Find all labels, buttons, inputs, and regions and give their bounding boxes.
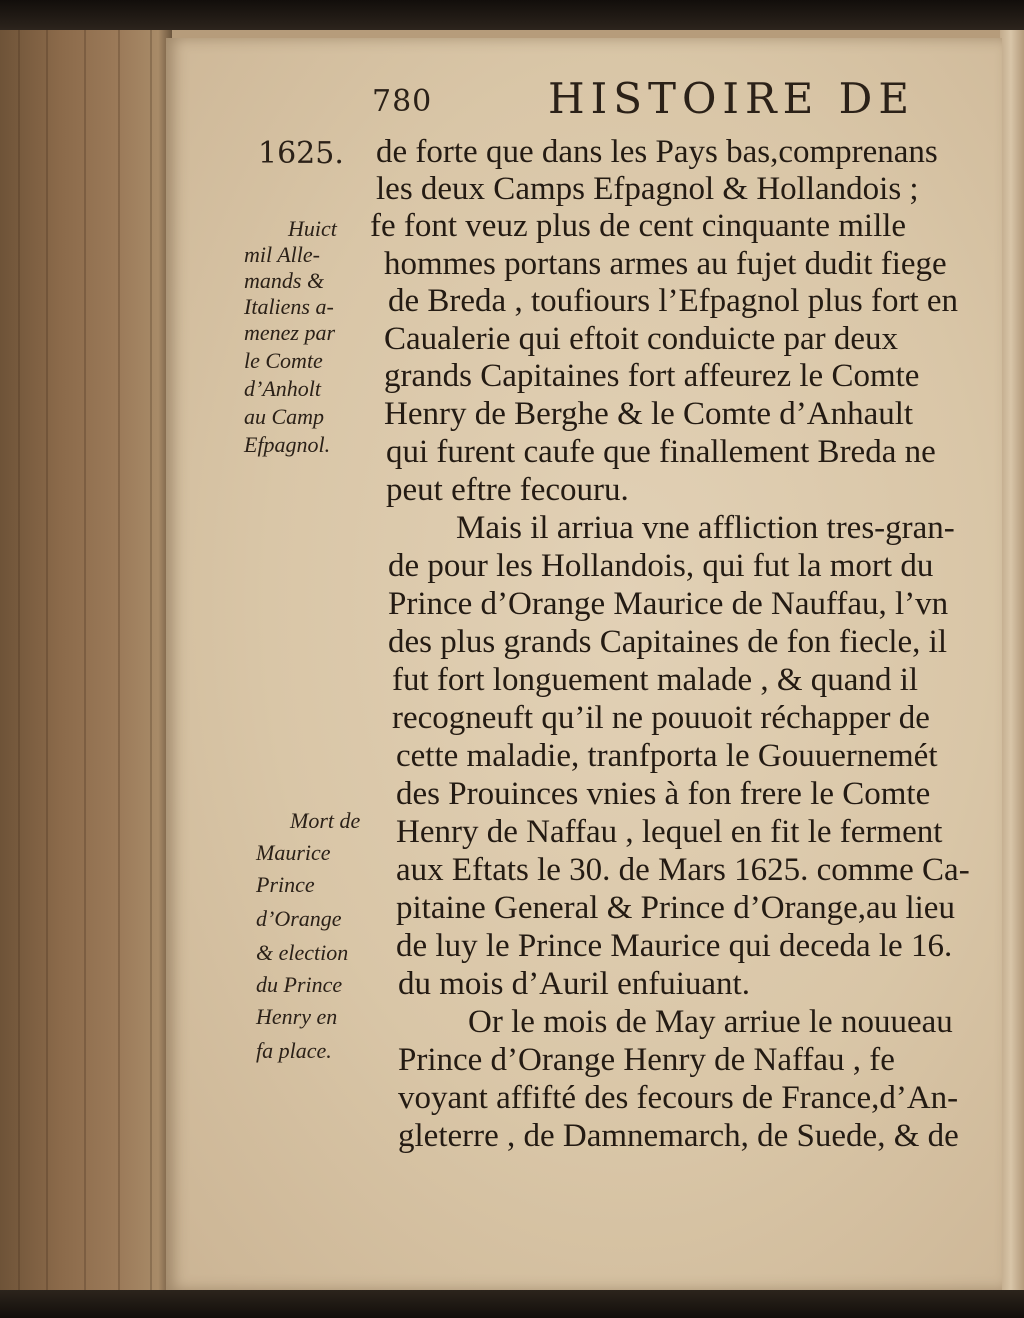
text-line: aux Eftats le 30. de Mars 1625. comme Ca- xyxy=(396,852,970,888)
book-bottom-edge xyxy=(0,1290,1024,1318)
margin-note-line: Mort de xyxy=(290,808,361,833)
text-line: cette maladie, tranfporta le Gouuernemét xyxy=(396,738,938,774)
text-line: les deux Camps Efpagnol & Hollandois ; xyxy=(376,171,919,207)
margin-note-line: d’Orange xyxy=(256,906,342,931)
margin-note-line: du Prince xyxy=(256,972,343,997)
text-line: Prince d’Orange Henry de Naffau , fe xyxy=(398,1042,895,1078)
text-line: recogneuft qu’il ne pouuoit réchapper de xyxy=(392,700,930,736)
margin-note-line: Prince xyxy=(256,872,315,897)
page-number: 780 xyxy=(372,84,433,119)
margin-note-line: d’Anholt xyxy=(244,376,321,401)
text-line: pitaine General & Prince d’Orange,au lieu xyxy=(396,890,955,926)
margin-note-line: fa place. xyxy=(256,1038,332,1063)
text-line: de pour les Hollandois, qui fut la mort du xyxy=(388,548,934,584)
text-line: du mois d’Auril enfuiuant. xyxy=(398,966,750,1002)
text-line: fut fort longuement malade , & quand il xyxy=(392,662,919,698)
margin-note-line: Henry en xyxy=(256,1004,338,1029)
margin-note-line: mands & xyxy=(244,268,325,293)
text-line: gleterre , de Damnemarch, de Suede, & de xyxy=(398,1118,959,1154)
text-line: fe font veuz plus de cent cinquante mille xyxy=(370,208,907,244)
margin-note-line: & election xyxy=(256,940,349,965)
margin-note-line: Huict xyxy=(288,216,337,241)
margin-note-line: menez par xyxy=(244,320,336,345)
text-line: Henry de Berghe & le Comte d’Anhault xyxy=(384,396,914,432)
text-line: de forte que dans les Pays bas,comprenans xyxy=(376,134,938,170)
margin-note-line: Italiens a- xyxy=(244,294,334,319)
book-right-edge xyxy=(1000,30,1024,1292)
text-line: Prince d’Orange Maurice de Nauffau, l’vn xyxy=(388,586,949,622)
text-line: de Breda , toufiours l’Efpagnol plus fort en xyxy=(388,283,959,319)
text-line: de luy le Prince Maurice qui deceda le 16. xyxy=(396,928,953,964)
margin-note-line: mil Alle- xyxy=(244,242,320,267)
margin-note-line: au Camp xyxy=(244,404,325,429)
margin-note-line: Maurice xyxy=(256,840,331,865)
margin-note-line: le Comte xyxy=(244,348,323,373)
text-line: qui furent caufe que finallement Breda ne xyxy=(386,434,936,470)
text-line: Or le mois de May arriue le nouueau xyxy=(468,1004,953,1040)
text-line: voyant affifté des fecours de France,d’An- xyxy=(398,1080,959,1116)
margin-note-line: Efpagnol. xyxy=(244,432,331,457)
text-line: hommes portans armes au fujet dudit fiege xyxy=(384,246,947,282)
running-head: HISTOIRE DE xyxy=(548,74,915,123)
book-left-edge xyxy=(0,30,172,1292)
text-line: grands Capitaines fort affeurez le Comte xyxy=(384,358,920,394)
text-line: Henry de Naffau , lequel en fit le ferment xyxy=(396,814,943,850)
text-line: Mais il arriua vne affliction tres-gran- xyxy=(456,510,955,546)
text-line: Caualerie qui eftoit conduicte par deux xyxy=(384,321,899,357)
text-line: des Prouinces vnies à fon frere le Comte xyxy=(396,776,931,812)
text-line: des plus grands Capitaines de fon fiecle, il xyxy=(388,624,948,660)
text-line: peut eftre fecouru. xyxy=(386,472,629,508)
margin-year: 1625. xyxy=(258,136,344,171)
